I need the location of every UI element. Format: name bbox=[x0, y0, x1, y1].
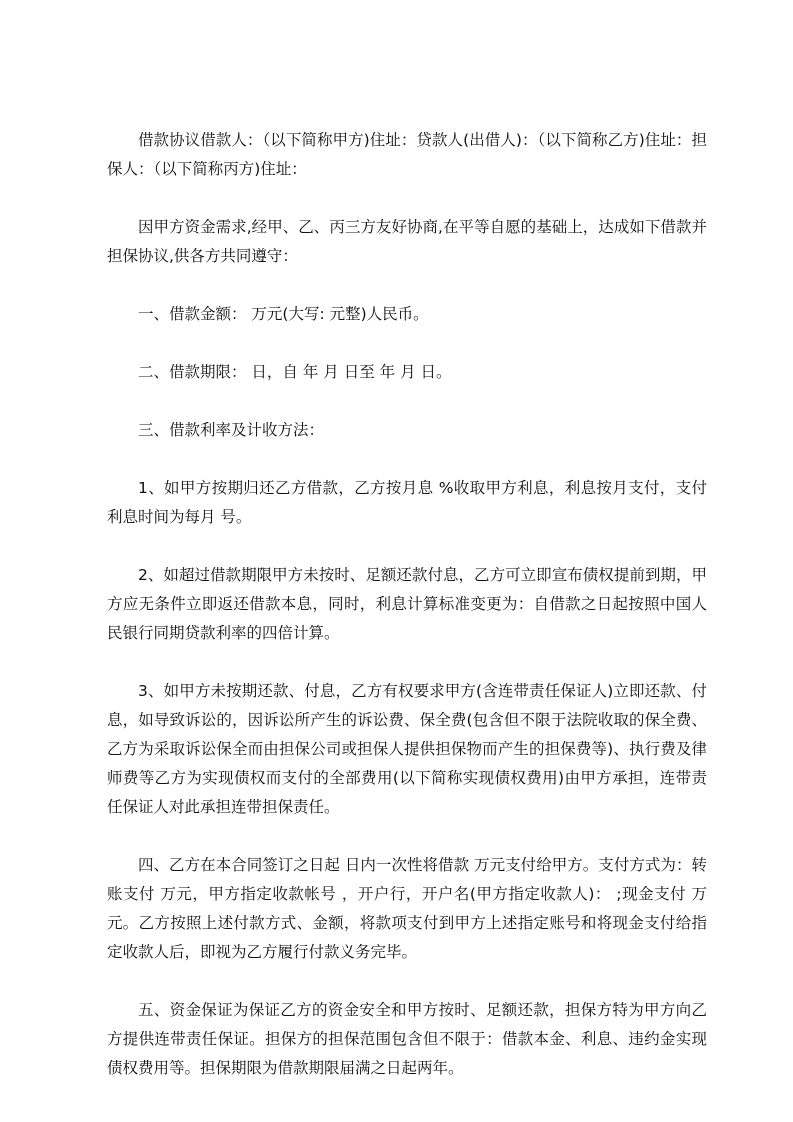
parties-paragraph: 借款协议借款人：（以下简称甲方)住址：贷款人(出借人)：（以下简称乙方)住址：担保人：（以下简称丙方)住址： bbox=[107, 131, 707, 178]
clause-loan-term: 二、借款期限： 日，自 年 月 日至 年 月 日。 bbox=[138, 363, 452, 381]
clause-interest-item-1: 1、如甲方按期归还乙方借款，乙方按月息 %收取甲方利息，利息按月支付，支付利息时间为每月 号。 bbox=[107, 479, 707, 526]
clause-interest-item-3: 3、如甲方未按期还款、付息，乙方有权要求甲方(含连带责任保证人)立即还款、付息，如导致诉讼的，因诉讼所产生的诉讼费、保全费(包含但不限于法院收取的保全费、乙方为采取诉讼保全而由担保公司或担保人提供担保物而产生的担保费等)、执行费及律师费等乙方为实现债权而支付的全部费用(以下简称实现债权费用)由甲方承担，连带责任保证人对此承担连带担保责任。 bbox=[107, 682, 707, 816]
clause-guarantee: 五、资金保证为保证乙方的资金安全和甲方按时、足额还款，担保方特为甲方向乙方提供连带责任保证。担保方的担保范围包含但不限于：借款本金、利息、违约金实现债权费用等。担保期限为借款期限届满之日起两年。 bbox=[107, 1001, 707, 1077]
clause-interest-heading: 三、借款利率及计收方法： bbox=[138, 421, 325, 439]
clause-payment: 四、乙方在本合同签订之日起 日内一次性将借款 万元支付给甲方。支付方式为：转账支付 万元，甲方指定收款帐号 ，开户行，开户名(甲方指定收款人)： ;现金支付 万元。乙方按照上述付款方式、金额，将款项支付到甲方上述指定账号和将现金支付给指定收款人后，即视为乙方履行付款义务完毕。 bbox=[107, 856, 707, 961]
preamble-paragraph: 因甲方资金需求,经甲、乙、丙三方友好协商,在平等自愿的基础上，达成如下借款并担保协议,供各方共同遵守： bbox=[107, 218, 707, 265]
clause-loan-amount: 一、借款金额： 万元(大写: 元整)人民币。 bbox=[138, 305, 429, 323]
clause-interest-item-2: 2、如超过借款期限甲方未按时、足额还款付息，乙方可立即宣布债权提前到期，甲方应无条件立即返还借款本息，同时，利息计算标准变更为：自借款之日起按照中国人民银行同期贷款利率的四倍计算。 bbox=[107, 566, 707, 642]
document-body bbox=[107, 126, 707, 1083]
